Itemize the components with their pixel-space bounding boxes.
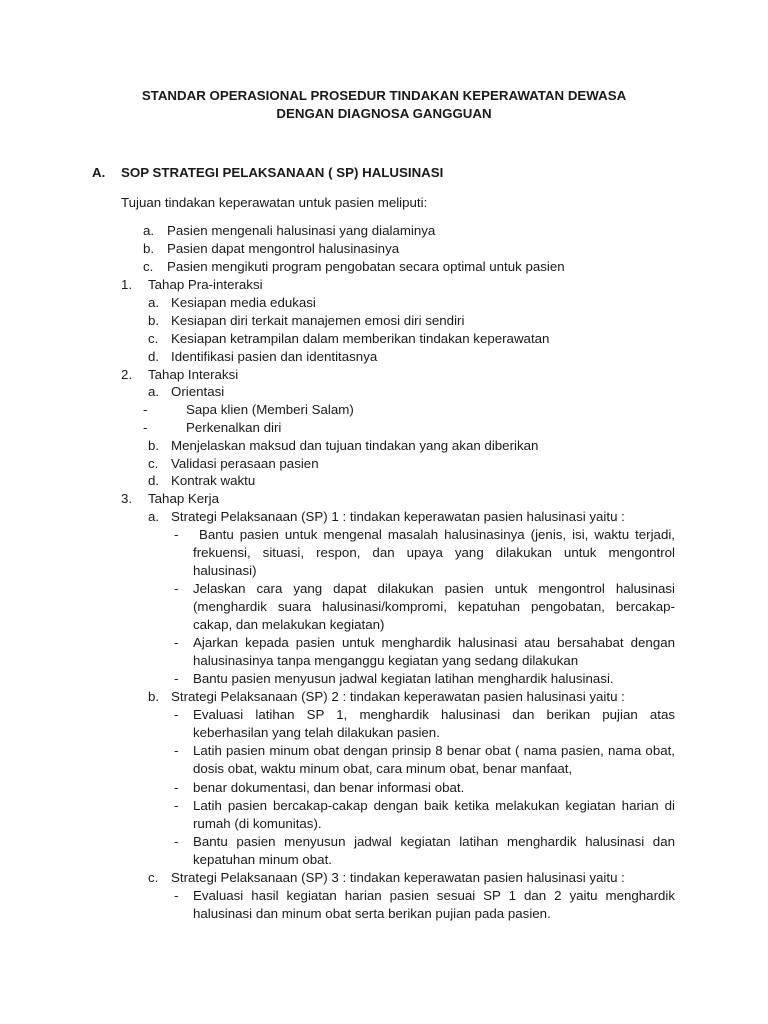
sp2-bullet-text: benar dokumentasi, dan benar informasi obat. [193,780,465,795]
sp1-bullet-text: Bantu pasien menyusun jadwal kegiatan latihan menghardik halusinasi. [193,671,614,686]
step-number: 1. [121,277,133,292]
list-item: Identifikasi pasien dan identitasnya [171,349,378,364]
list-item: Kesiapan ketrampilan dalam memberikan tindakan keperawatan [171,331,550,346]
list-marker: a. [148,295,160,310]
list-marker: a. [148,509,160,524]
list-item: Kontrak waktu [171,473,256,488]
sub-item: Perkenalkan diri [186,420,282,435]
dash-bullet: - [174,798,179,813]
dash-bullet: - [143,402,148,417]
sp2-title: Strategi Pelaksanaan (SP) 2 : tindakan keperawatan pasien halusinasi yaitu : [171,689,625,704]
goal-item: Pasien dapat mengontrol halusinasinya [167,241,400,256]
dash-bullet: - [174,707,179,722]
step-title: Tahap Pra-interaksi [148,277,263,292]
goal-item: Pasien mengenali halusinasi yang dialaminya [167,223,436,238]
goal-item: Pasien mengikuti program pengobatan secara optimal untuk pasien [167,259,565,274]
list-item: Validasi perasaan pasien [171,456,319,471]
list-marker: a. [148,384,160,399]
list-item: Kesiapan diri terkait manajemen emosi diri sendiri [171,313,465,328]
list-marker: b. [148,689,160,704]
sp2-bullet-text: Evaluasi latihan SP 1, menghardik halusinasi dan berikan pujian atas keberhasilan yang telah dilakukan pasien. [193,707,675,740]
list-marker: c. [148,456,159,471]
list-marker: d. [148,473,160,488]
list-marker: c. [148,331,159,346]
dash-bullet: - [143,420,148,435]
dash-bullet: - [174,671,179,686]
dash-bullet: - [174,780,179,795]
section-heading: SOP STRATEGI PELAKSANAAN ( SP) HALUSINASI [121,165,444,180]
step-number: 3. [121,491,133,506]
list-marker: d. [148,349,160,364]
list-marker: c. [148,870,159,885]
list-item: Menjelaskan maksud dan tujuan tindakan yang akan diberikan [171,438,539,453]
step-number: 2. [121,367,133,382]
sp2-bullet-text: Bantu pasien menyusun jadwal kegiatan latihan menghardik halusinasi dan kepatuhan minum obat. [193,834,675,867]
sp1-bullet-text: Ajarkan kepada pasien untuk menghardik halusinasi atau bersahabat dengan halusinasinya tanpa menganggu kegiatan yang sedang dilakukan [193,635,675,668]
goal-marker: a. [143,223,155,238]
sp1-bullet-text: Bantu pasien untuk mengenal masalah halusinasinya (jenis, isi, waktu terjadi, frekuensi, situasi, respon, dan upaya yang dilakukan untuk mengontrol halusinasi) [193,527,675,578]
sp1-bullet-text: Jelaskan cara yang dapat dilakukan pasien untuk mengontrol halusinasi (menghardik suara halusinasi/kompromi, kepatuhan pengobatan, bercakap-cakap, dan melakukan kegiatan) [193,581,675,632]
sp2-bullet-text: Latih pasien minum obat dengan prinsip 8 benar obat ( nama pasien, nama obat, dosis obat, waktu minum obat, cara minum obat, benar manfaat, [193,743,675,776]
goal-marker: b. [143,241,155,256]
list-item: Orientasi [171,384,225,399]
step-title: Tahap Interaksi [148,367,239,382]
sp2-bullet-text: Latih pasien bercakap-cakap dengan baik ketika melakukan kegiatan harian di rumah (di komunitas). [193,798,675,831]
dash-bullet: - [174,888,179,903]
list-marker: b. [148,438,160,453]
dash-bullet: - [174,581,179,596]
sp3-bullet-text: Evaluasi hasil kegiatan harian pasien sesuai SP 1 dan 2 yaitu menghardik halusinasi dan minum obat serta berikan pujian pada pasien. [193,888,675,921]
dash-bullet: - [174,743,179,758]
document-title-line-2: DENGAN DIAGNOSA GANGGUAN [276,106,492,121]
sp3-title: Strategi Pelaksanaan (SP) 3 : tindakan keperawatan pasien halusinasi yaitu : [171,870,625,885]
sub-item: Sapa klien (Memberi Salam) [186,402,354,417]
list-marker: b. [148,313,160,328]
step-title: Tahap Kerja [148,491,219,506]
intro-text: Tujuan tindakan keperawatan untuk pasien meliputi: [121,195,428,210]
section-marker: A. [92,165,106,180]
dash-bullet: - [174,527,179,542]
goal-marker: c. [143,259,154,274]
list-item: Kesiapan media edukasi [171,295,316,310]
dash-bullet: - [174,635,179,650]
document-title-line-1: STANDAR OPERASIONAL PROSEDUR TINDAKAN KEPERAWATAN DEWASA [141,88,627,103]
dash-bullet: - [174,834,179,849]
sp1-title: Strategi Pelaksanaan (SP) 1 : tindakan keperawatan pasien halusinasi yaitu : [171,509,625,524]
